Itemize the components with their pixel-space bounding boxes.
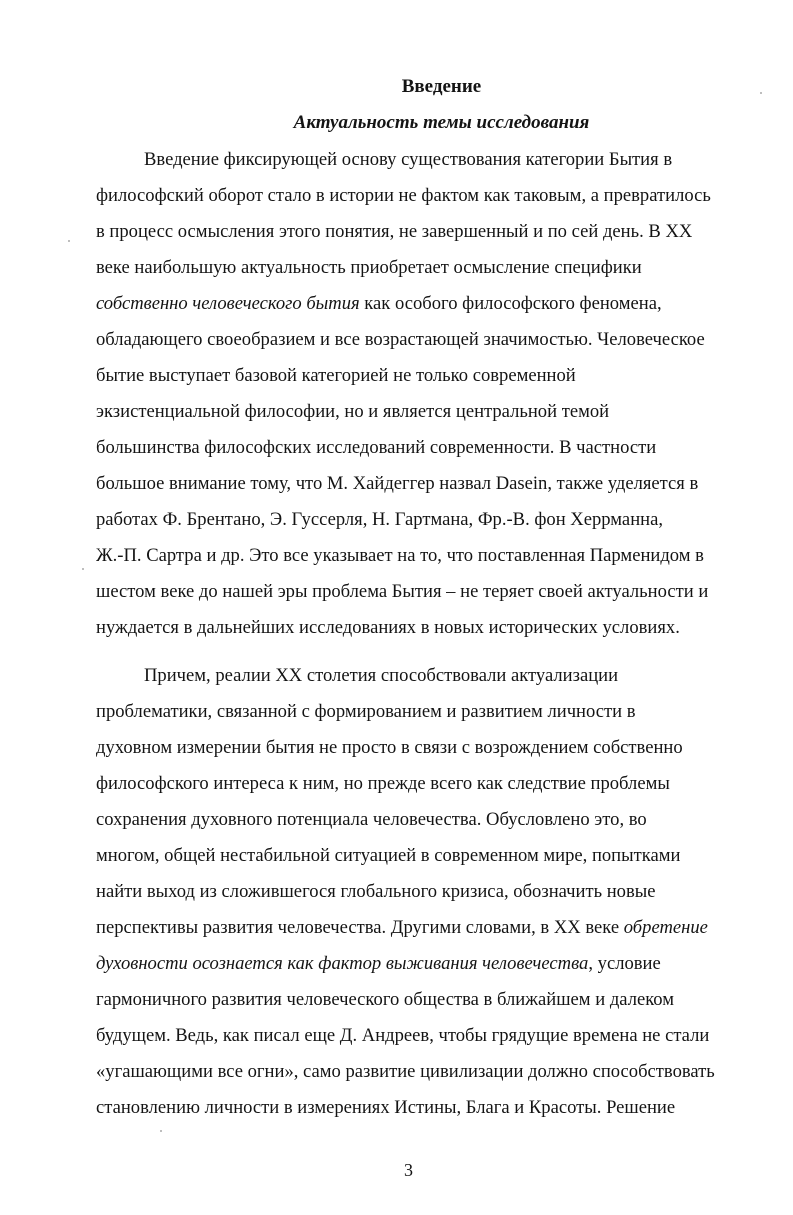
text-line: Ж.-П. Сартра и др. Это все указывает на то, что поставленная Парменидом в: [96, 545, 704, 566]
text-line: веке наибольшую актуальность приобретает осмысление специфики: [96, 257, 642, 278]
text-line: проблематики, связанной с формированием и развитием личности в: [96, 701, 636, 722]
section-heading: Введение: [401, 76, 482, 97]
scan-speck: [68, 240, 70, 242]
text-line: найти выход из сложившегося глобального кризиса, обозначить новые: [96, 881, 656, 902]
scan-speck: [160, 1130, 162, 1132]
emphasis: собственно человеческого бытия: [96, 293, 360, 314]
text-line: в процесс осмысления этого понятия, не завершенный и по сей день. В XX: [96, 221, 693, 242]
text-line: духовности осознается как фактор выживания человечества, условие: [96, 953, 661, 974]
text-line: собственно человеческого бытия как особого философского феномена,: [96, 293, 662, 314]
text-line: нуждается в дальнейших исследованиях в новых исторических условиях.: [96, 617, 680, 638]
page-number: 3: [404, 1160, 413, 1180]
body-text: [96, 142, 742, 1126]
text-line: сохранения духовного потенциала человечества. Обусловлено это, во: [96, 809, 647, 830]
emphasis: обретение: [623, 917, 708, 938]
text-line: Причем, реалии XX столетия способствовали актуализации: [144, 665, 619, 686]
text-line: будущем. Ведь, как писал еще Д. Андреев, чтобы грядущие времена не стали: [96, 1025, 710, 1046]
paragraph-2: [96, 658, 742, 1126]
text-line: философский оборот стало в истории не фактом как таковым, а превратилось: [96, 185, 711, 206]
paragraph-1: [96, 142, 742, 646]
text-line: экзистенциальной философии, но и является центральной темой: [96, 401, 610, 422]
text-line: многом, общей нестабильной ситуацией в современном мире, попытками: [96, 845, 681, 866]
text-line: обладающего своеобразием и все возрастающей значимостью. Человеческое: [96, 329, 705, 350]
text-line: философского интереса к ним, но прежде всего как следствие проблемы: [96, 773, 670, 794]
emphasis: духовности осознается как фактор выживания человечества: [96, 953, 589, 974]
text-line: работах Ф. Брентано, Э. Гуссерля, Н. Гартмана, Фр.-В. фон Херрманна,: [96, 509, 663, 530]
text-line: «угашающими все огни», само развитие цивилизации должно способствовать: [96, 1061, 715, 1082]
scan-speck: [82, 568, 84, 570]
text-line: становлению личности в измерениях Истины, Блага и Красоты. Решение: [96, 1097, 676, 1118]
section-subheading: Актуальность темы исследования: [293, 112, 590, 133]
text-line: перспективы развития человечества. Другими словами, в XX веке обретение: [96, 917, 708, 938]
text-line: духовном измерении бытия не просто в связи с возрождением собственно: [96, 737, 683, 758]
text-line: большинства философских исследований современности. В частности: [96, 437, 657, 458]
text-line: шестом веке до нашей эры проблема Бытия – не теряет своей актуальности и: [96, 581, 709, 602]
text-line: бытие выступает базовой категорией не только современной: [96, 365, 576, 386]
text-line: гармоничного развития человеческого общества в ближайшем и далеком: [96, 989, 675, 1010]
text-line: большое внимание тому, что М. Хайдеггер назвал Dasein, также уделяется в: [96, 473, 699, 494]
text-line: Введение фиксирующей основу существования категории Бытия в: [144, 149, 673, 170]
